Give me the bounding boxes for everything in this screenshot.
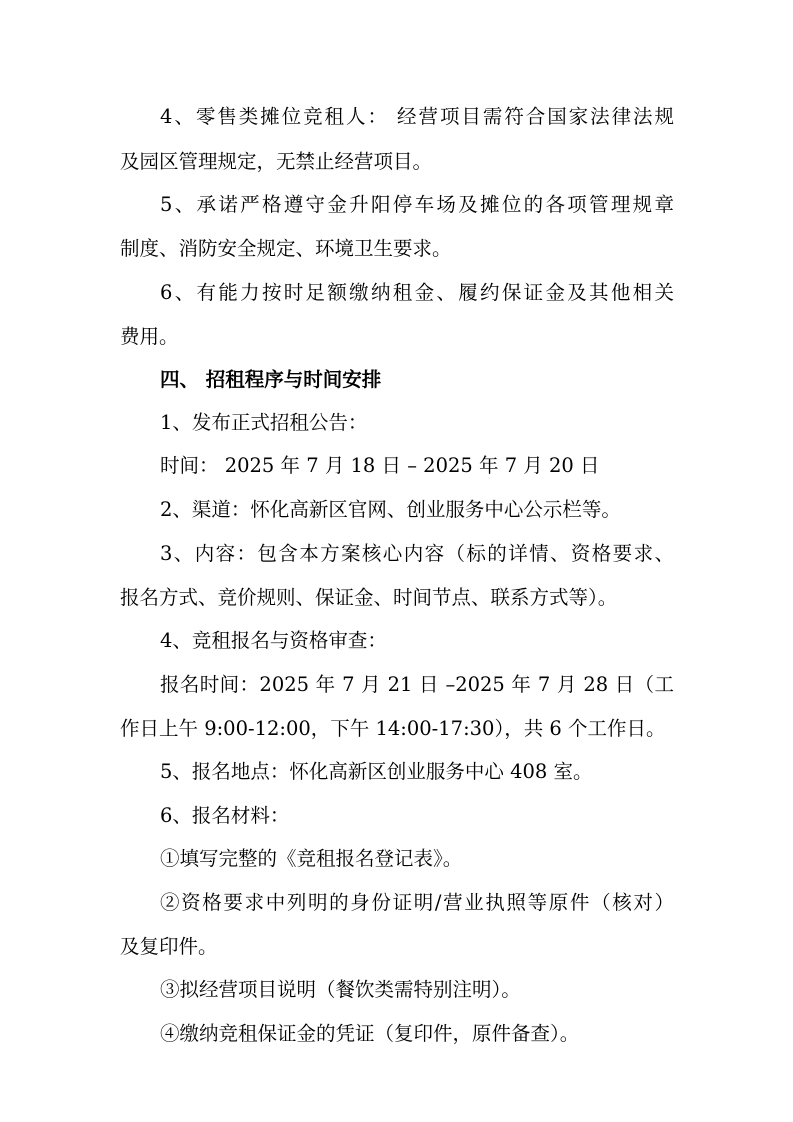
text-line: 6、报名材料： [160, 804, 290, 827]
text-line: 5、承诺严格遵守金升阳停车场及摊位的各项管理规章 [160, 193, 674, 216]
text-line: 制度、消防安全规定、环境卫生要求。 [120, 237, 452, 260]
text-line: 报名时间：2025 年 7 月 21 日 –2025 年 7 月 28 日（工 [160, 673, 674, 696]
text-line: 及园区管理规定，无禁止经营项目。 [120, 150, 433, 173]
text-line: ②资格要求中列明的身份证明/营业执照等原件（核对） [160, 891, 674, 914]
section-heading-text: 四、 招租程序与时间安排 [160, 368, 382, 391]
text-line: 2、渠道：怀化高新区官网、创业服务中心公示栏等。 [160, 498, 621, 521]
text-line: 6、有能力按时足额缴纳租金、履约保证金及其他相关 [160, 281, 674, 304]
text-line: 4、竞租报名与资格审查： [160, 629, 387, 652]
text-line: 3、内容：包含本方案核心内容（标的详情、资格要求、 [160, 542, 674, 565]
text-line: 4、零售类摊位竞租人： 经营项目需符合国家法律法规 [160, 105, 674, 128]
text-line: ①填写完整的《竞租报名登记表》。 [160, 847, 463, 870]
text-line: 作日上午 9:00-12:00，下午 14:00-17:30），共 6 个工作日。 [120, 717, 666, 740]
text-line: 1、发布正式招租公告： [160, 411, 368, 434]
text-line: 及复印件。 [120, 935, 218, 958]
text-line: 时间： 2025 年 7 月 18 日 – 2025 年 7 月 20 日 [160, 454, 600, 477]
text-line: 报名方式、竞价规则、保证金、时间节点、联系方式等）。 [120, 586, 618, 609]
text-line: 5、报名地点：怀化高新区创业服务中心 408 室。 [160, 760, 593, 783]
text-line: ④缴纳竞租保证金的凭证（复印件，原件备查）。 [160, 1022, 580, 1045]
text-line: ③拟经营项目说明（餐饮类需特别注明）。 [160, 978, 521, 1001]
text-line: 费用。 [120, 325, 179, 348]
